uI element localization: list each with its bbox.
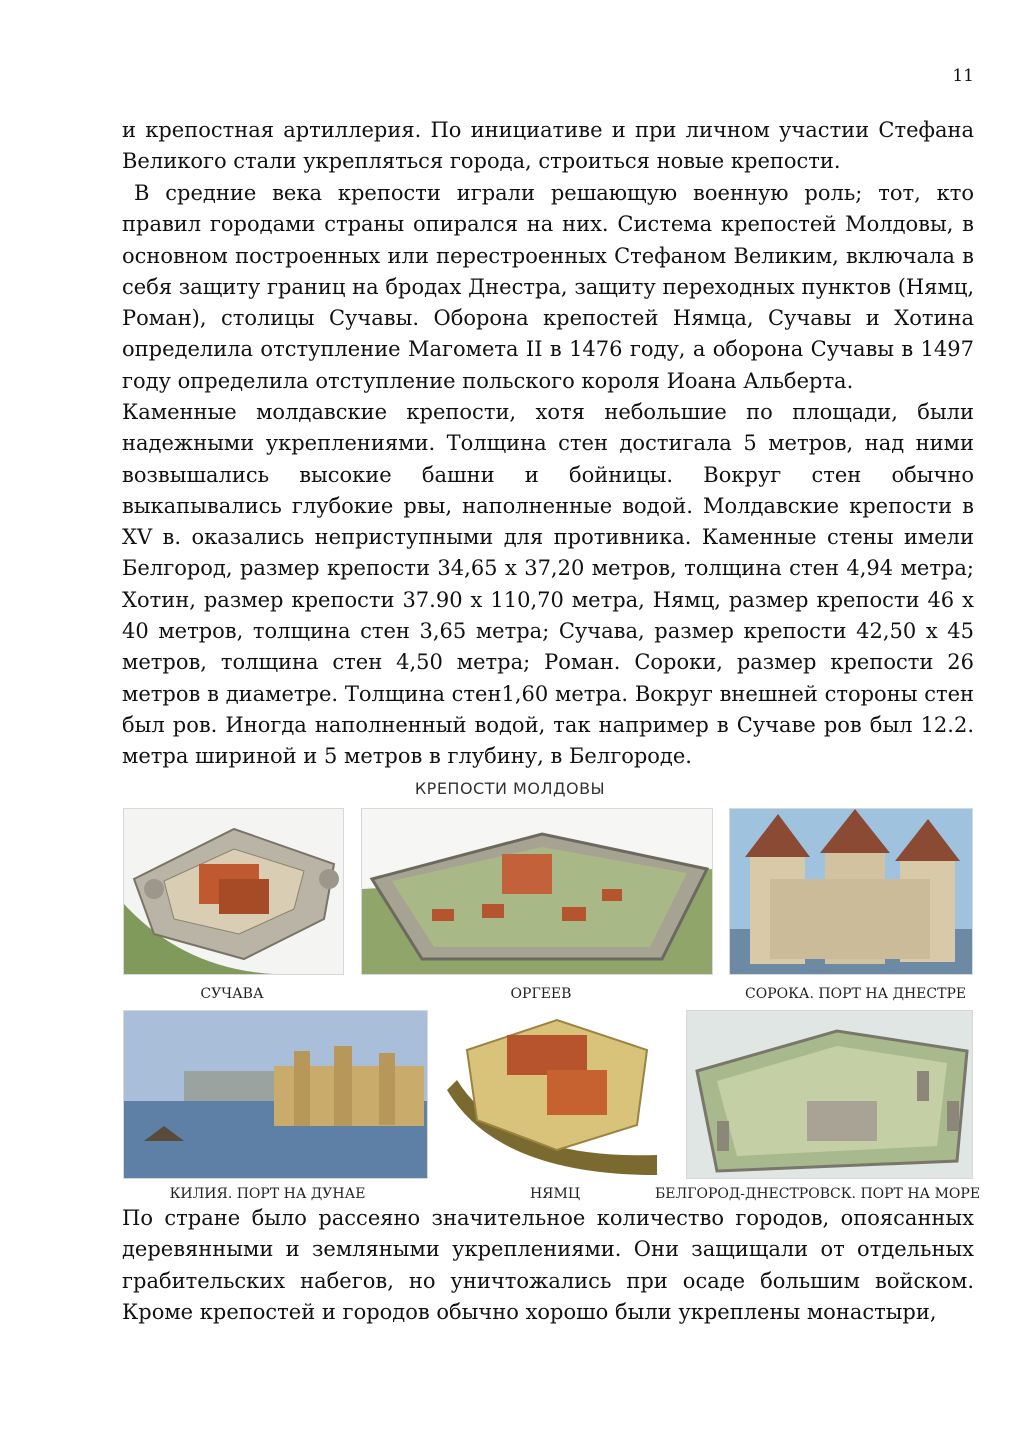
caption-orhei: ОРГЕЕВ [510,986,572,1002]
image-belgorod-fortress [686,1010,973,1179]
caption-belgorod: БЕЛГОРОД-ДНЕСТРОВСК. ПОРТ НА МОРЕ [655,1186,981,1202]
caption-neamt: НЯМЦ [529,1186,581,1202]
image-suceava-fortress [123,808,344,975]
paragraph-4: По стране было рассеяно значительное количество городов, опоясанных деревянными и земляными укреплениями. Они защищали от отдельных грабительских набегов, но уничтожались при осаде большим войском. Кроме крепостей и городов обычно хорошо были укреплены монастыри, [122,1206,974,1324]
paragraph-1: и крепостная артиллерия. По инициативе и при личном участии Стефана Великого стали укрепляться города, строиться новые крепости. [122,118,974,174]
page-number: 11 [952,66,974,86]
caption-suceava: СУЧАВА [200,986,264,1002]
image-orhei-fortress [361,808,713,975]
paragraph-2: В средние века крепости играли решающую военную роль; тот, кто правил городами страны опирался на них. Система крепостей Молдовы, в основном построенных или перестроенных Стефаном Великим, включала в себя защиту границ на бродах Днестра, защиту переходных пунктов (Нямц, Роман), столицы Сучавы. Оборона крепостей Нямца, Сучавы и Хотина определила отступление Магомета II в 1476 году, а оборона Сучавы в 1497 году определила отступление польского короля Иоана Альберта. [122,181,974,393]
image-soroca-fortress [729,808,973,975]
image-kiliya-fortress [123,1010,428,1179]
caption-kiliya: КИЛИЯ. ПОРТ НА ДУНАЕ [169,1186,366,1202]
figure-title: КРЕПОСТИ МОЛДОВЫ [414,779,606,798]
image-neamt-fortress [447,1010,665,1177]
paragraph-3: Каменные молдавские крепости, хотя небольшие по площади, были надежными укреплениями. Толщина стен достигала 5 метров, над ними возвышались высокие башни и бойницы. Вокруг стен обычно выкапывались глубокие рвы, наполненные водой. Молдавские крепости в XV в. оказались неприступными для противника. Каменные стены имели Белгород, размер крепости 34,65 х 37,20 метров, толщина стен 4,94 метра; Хотин, размер крепости 37.90 х 110,70 метра, Нямц, размер крепости 46 х 40 метров, толщина стен 3,65 метра; Сучава, размер крепости 42,50 х 45 метров, толщина стен 4,50 метра; Роман. Сороки, размер крепости 26 метров в диаметре. Толщина стен1,60 метра. Вокруг внешней стороны стен был ров. Иногда наполненный водой, так например в Сучаве ров был 12.2. метра шириной и 5 метров в глубину, в Белгороде. [122,400,974,769]
caption-soroca: СОРОКА. ПОРТ НА ДНЕСТРЕ [745,986,967,1002]
